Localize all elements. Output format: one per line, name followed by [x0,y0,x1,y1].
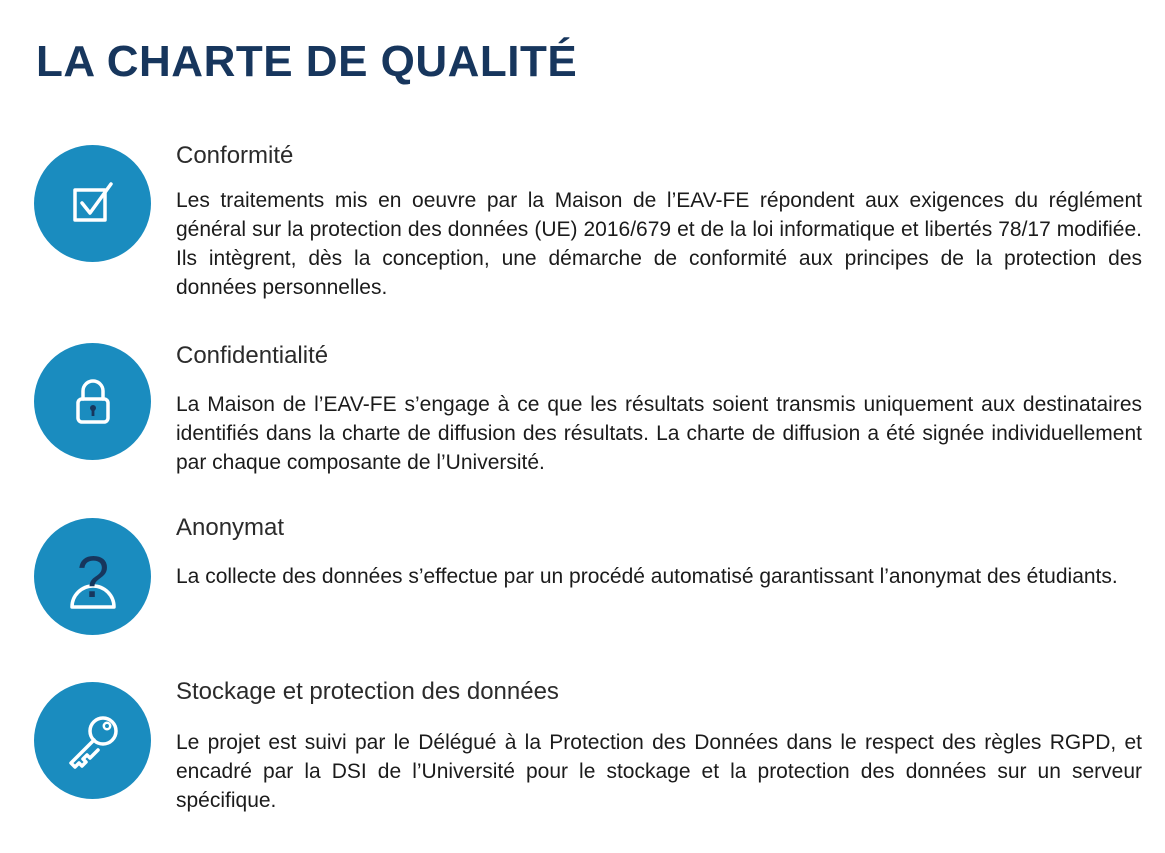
svg-text:?: ? [76,544,109,610]
section-body: La collecte des données s’effectue par un procédé automatisé garantissant l’anonymat des étudiants. [176,565,1118,588]
section-body: Le projet est suivi par le Délégué à la Protection des Données dans le respect des règles RGPD, et encadré par la DSI de l’Université pour le stockage et la protection des données sur un serveur spécifique. [176,731,1142,812]
section-body: Les traitements mis en oeuvre par la Maison de l’EAV-FE répondent aux exigences du réglément général sur la protection des données (UE) 2016/679 et de la loi informatique et libertés 78/17 modifiée. Ils intègrent, dès la conception, une démarche de conformité aux principes de la protection des données personnelles. [176,189,1142,299]
page-title: LA CHARTE DE QUALITÉ [36,37,578,86]
anonymous-person-icon [34,518,151,635]
section-body: La Maison de l’EAV-FE s’engage à ce que les résultats soient transmis uniquement aux destinataires identifiés dans la charte de diffusion des résultats. La charte de diffusion a été signée individuellement par chaque composante de l’Université. [176,393,1142,474]
padlock-icon [34,343,151,460]
section-title: Stockage et protection des données [176,678,559,705]
section-title: Confidentialité [176,342,329,369]
section-title: Conformité [176,142,294,169]
checkbox-check-icon [34,145,151,262]
section-title: Anonymat [176,514,285,541]
key-icon [34,682,151,799]
